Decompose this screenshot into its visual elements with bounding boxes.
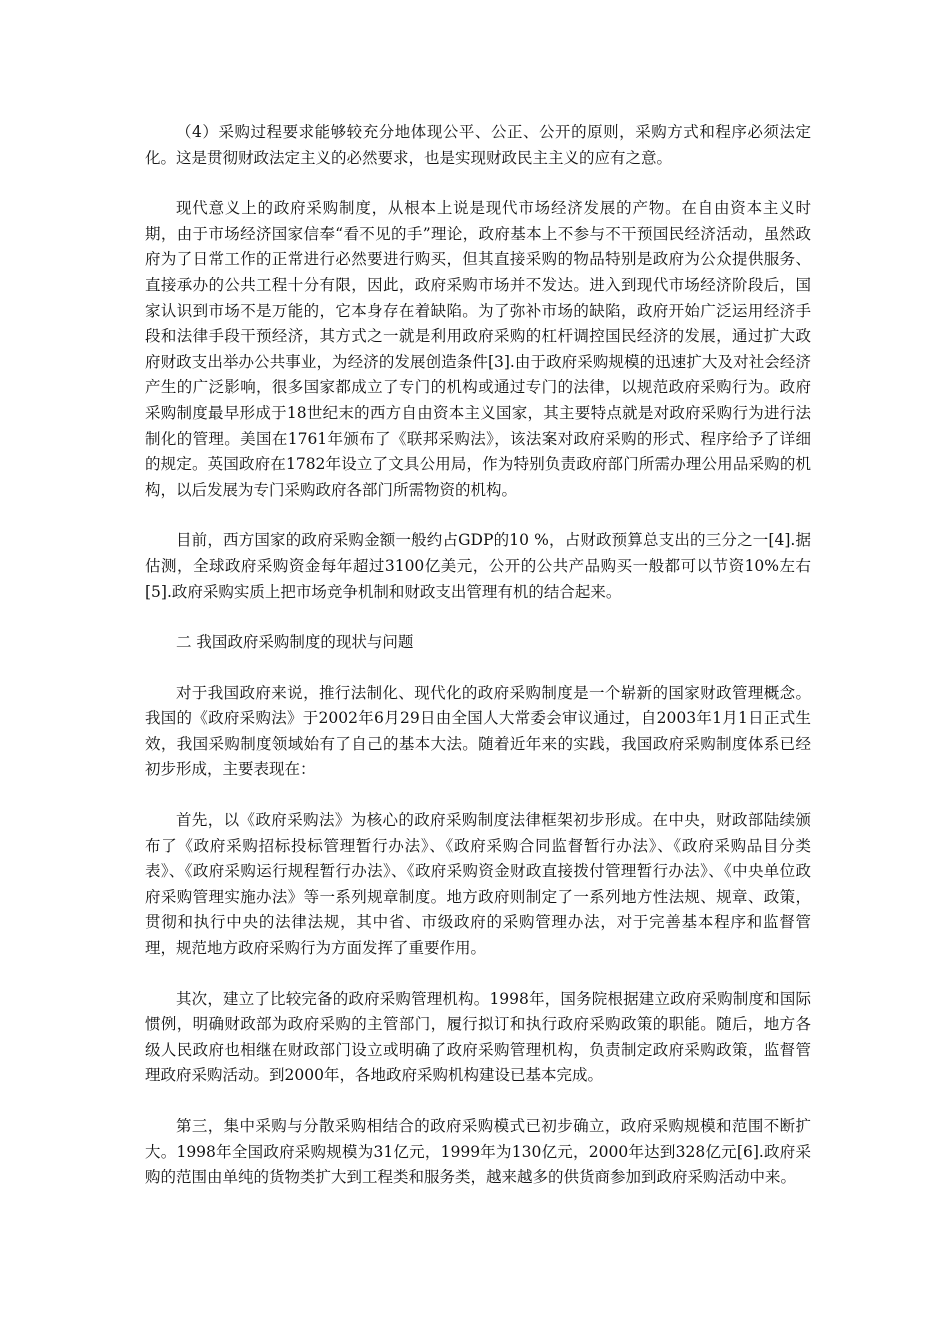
document-page xyxy=(145,120,811,1216)
paragraph-modern-procurement-history: 现代意义上的政府采购制度，从根本上说是现代市场经济发展的产物。在自由资本主义时期，由于市场经济国家信奉“看不见的手”理论，政府基本上不参与不干预国民经济活动，虽然政府为了日常工作的正常进行必然要进行购买，但其直接采购的物品特别是政府为公众提供服务、直接承办的公共工程十分有限，因此，政府采购市场并不发达。进入到现代市场经济阶段后，国家认识到市场不是万能的，它本身存在着缺陷。为了弥补市场的缺陷，政府开始广泛运用经济手段和法律手段干预经济，其方式之一就是利用政府采购的杠杆调控国民经济的发展，通过扩大政府财政支出举办公共事业，为经济的发展创造条件[3].由于政府采购规模的迅速扩大及对社会经济产生的广泛影响，很多国家都成立了专门的机构或通过专门的法律，以规范政府采购行为。政府采购制度最早形成于18世纪末的西方自由资本主义国家，其主要特点就是对政府采购行为进行法制化的管理。美国在1761年颁布了《联邦采购法》，该法案对政府采购的形式、程序给予了详细的规定。英国政府在1782年设立了文具公用局，作为特别负责政府部门所需办理公用品采购的机构，以后发展为专门采购政府各部门所需物资的机构。 xyxy=(145,199,811,499)
section-heading: 二 我国政府采购制度的现状与问题 xyxy=(176,633,414,652)
paragraph-procurement-scale: 第三，集中采购与分散采购相结合的政府采购模式已初步确立，政府采购规模和范围不断扩大。1998年全国政府采购规模为31亿元，1999年为130亿元，2000年达到328亿元[6].政府采购的范围由单纯的货物类扩大到工程类和服务类，越来越多的供货商参加到政府采购活动中来。 xyxy=(145,1117,811,1187)
paragraph-procurement-principles: （4）采购过程要求能够较充分地体现公平、公正、公开的原则，采购方式和程序必须法定化。这是贯彻财政法定主义的必然要求，也是实现财政民主主义的应有之意。 xyxy=(145,123,811,167)
paragraph-china-procurement-intro: 对于我国政府来说，推行法制化、现代化的政府采购制度是一个崭新的国家财政管理概念。我国的《政府采购法》于2002年6月29日由全国人大常委会审议通过，自2003年1月1日正式生效，我国采购制度领域始有了自己的基本大法。随着近年来的实践，我国政府采购制度体系已经初步形成，主要表现在： xyxy=(145,683,811,779)
paragraph-management-agencies: 其次，建立了比较完备的政府采购管理机构。1998年，国务院根据建立政府采购制度和国际惯例，明确财政部为政府采购的主管部门，履行拟订和执行政府采购政策的职能。随后，地方各级人民政府也相继在财政部门设立或明确了政府采购管理机构，负责制定政府采购政策，监督管理政府采购活动。到2000年，各地政府采购机构建设已基本完成。 xyxy=(145,989,811,1085)
paragraph-western-procurement-share: 目前，西方国家的政府采购金额一般约占GDP的10 %，占财政预算总支出的三分之一[4].据估测，全球政府采购资金每年超过3100亿美元，公开的公共产品购买一般都可以节资10%左右[5].政府采购实质上把市场竞争机制和财政支出管理有机的结合起来。 xyxy=(145,531,811,601)
paragraph-legal-framework: 首先，以《政府采购法》为核心的政府采购制度法律框架初步形成。在中央，财政部陆续颁布了《政府采购招标投标管理暂行办法》、《政府采购合同监督暂行办法》、《政府采购品目分类表》、《政府采购运行规程暂行办法》、《政府采购资金财政直接拨付管理暂行办法》、《中央单位政府采购管理实施办法》等一系列规章制度。地方政府则制定了一系列地方性法规、规章、政策，贯彻和执行中央的法律法规，其中省、市级政府的采购管理办法，对于完善基本程序和监督管理，规范地方政府采购行为方面发挥了重要作用。 xyxy=(145,811,811,958)
